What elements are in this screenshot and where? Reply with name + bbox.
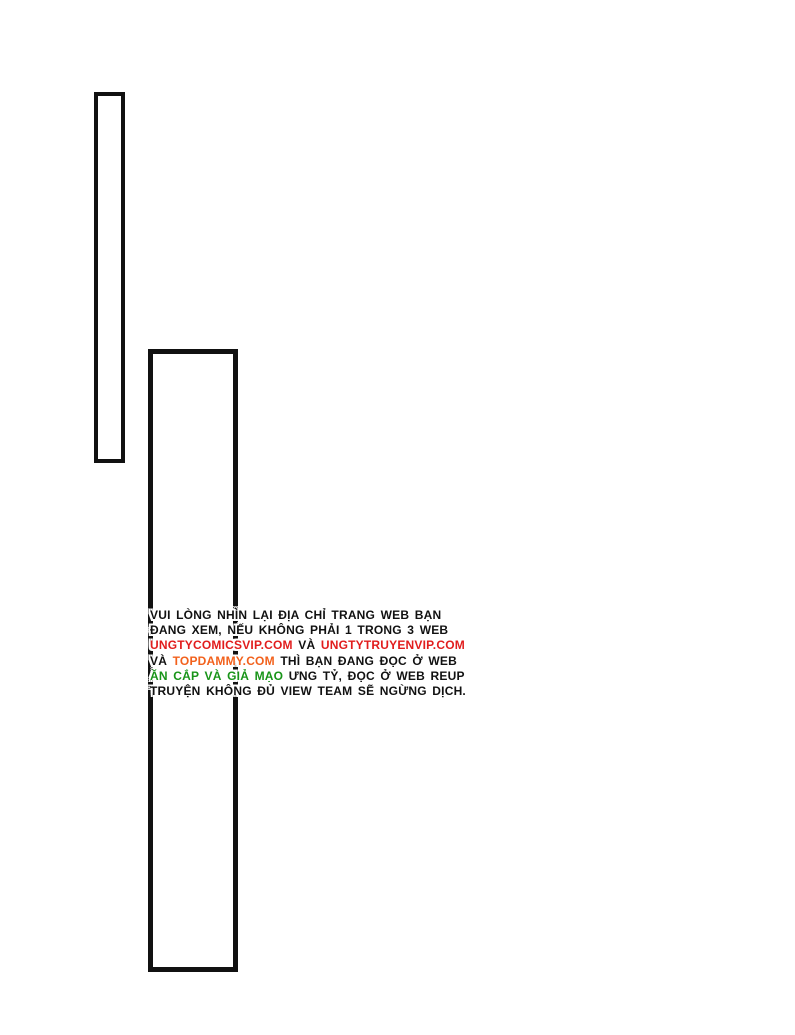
site-url-text: TOPDAMMY.COM xyxy=(172,653,275,668)
notice-text: VÀ xyxy=(150,653,173,668)
notice-text: VUI LÒNG NHÌN LẠI ĐỊA CHỈ TRANG WEB BẠN xyxy=(150,608,442,622)
notice-line xyxy=(150,608,442,623)
notice-text: ĂN CẮP VÀ GIẢ MẠO xyxy=(150,668,284,683)
site-url-text: UNGTYCOMICSVIP.COM xyxy=(150,638,293,653)
notice-text: VÀ xyxy=(292,638,321,653)
notice-line xyxy=(150,653,457,669)
notice-line xyxy=(150,638,465,653)
comic-panel-narrow xyxy=(94,92,125,463)
notice-text: ƯNG TỶ, ĐỌC Ở WEB REUP xyxy=(283,668,465,683)
notice-text: THÌ BẠN ĐANG ĐỌC Ở WEB xyxy=(274,653,457,668)
site-url-text: UNGTYTRUYENVIP.COM xyxy=(320,638,465,653)
translator-notice xyxy=(150,608,466,699)
notice-text: ĐANG XEM, NẾU KHÔNG PHẢI 1 TRONG 3 WEB xyxy=(150,623,449,638)
notice-line xyxy=(150,684,466,699)
notice-text: TRUYỆN KHÔNG ĐỦ VIEW TEAM SẼ NGỪNG DỊCH. xyxy=(150,684,466,699)
notice-line xyxy=(150,623,449,638)
notice-line xyxy=(150,668,465,684)
